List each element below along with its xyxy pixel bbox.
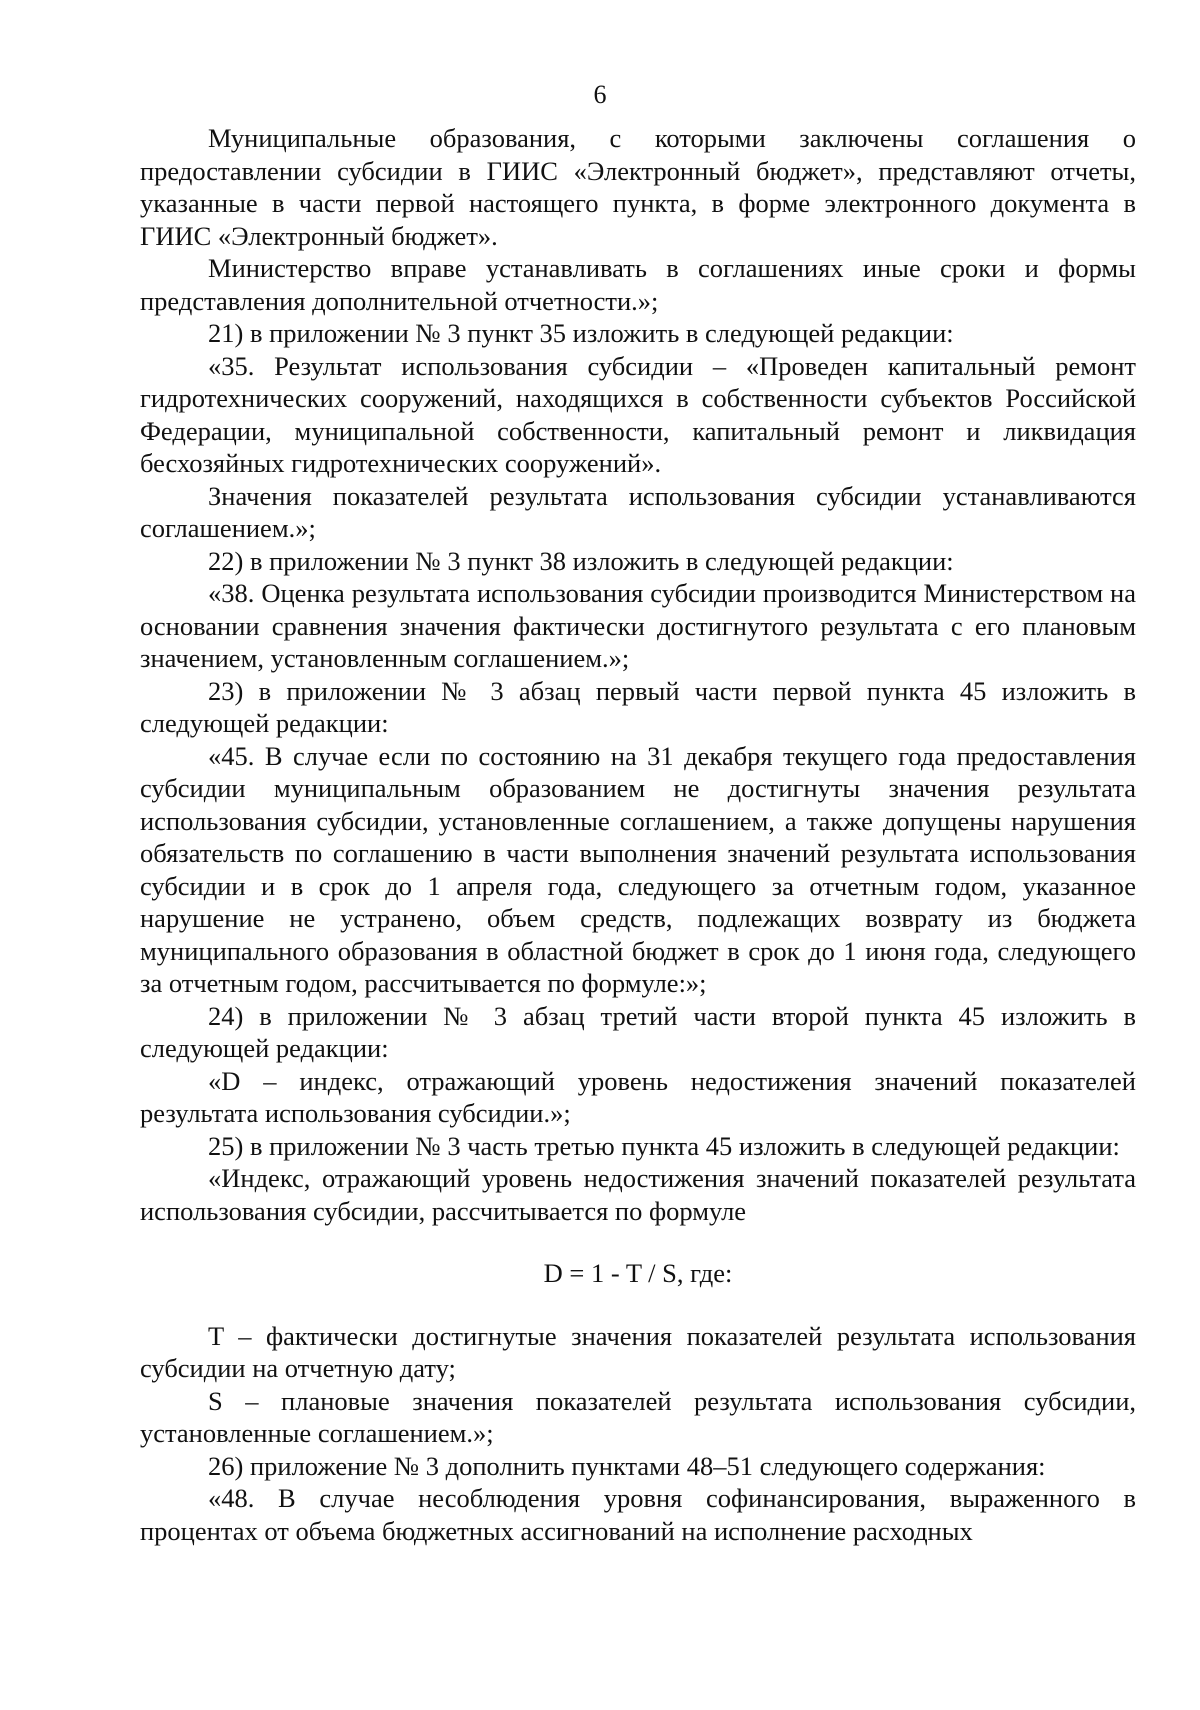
paragraph: «48. В случае несоблюдения уровня софинансирования, выраженного в процентах от объема бюджетных ассигнований на исполнение расходных — [140, 1483, 1136, 1546]
paragraph: «38. Оценка результата использования субсидии производится Министерством на основании сравнения значения фактически достигнутого результата с его плановым значением, установленным соглашением.»; — [140, 578, 1136, 673]
page-number: 6 — [593, 80, 607, 109]
paragraph: Муниципальные образования, с которыми заключены соглашения о предоставлении субсидии в ГИИС «Электронный бюджет», представляют отчеты, указанные в части первой настоящего пункта, в форме электронного документа в ГИИС «Электронный бюджет». — [140, 123, 1136, 251]
paragraph: 24) в приложении № 3 абзац третий части второй пункта 45 изложить в следующей редакции: — [140, 1000, 1136, 1063]
paragraph: «45. В случае если по состоянию на 31 декабря текущего года предоставления субсидии муниципальным образованием не достигнуты значения результата использования субсидии, установленные соглашением, а также допущены нарушения обязательств по соглашению в части выполнения значений результата использования субсидии и в срок до 1 апреля года, следующего за отчетным годом, указанное нарушение не устранено, объем средств, подлежащих возврату из бюджета муниципального образования в областной бюджет в срок до 1 июня года, следующего за отчетным годом, рассчитывается по формуле:»; — [140, 740, 1136, 998]
paragraph: 21) в приложении № 3 пункт 35 изложить в следующей редакции: — [208, 318, 954, 348]
paragraph: Значения показателей результата использования субсидии устанавливаются соглашением.»; — [140, 480, 1136, 543]
paragraph: «D – индекс, отражающий уровень недостижения значений показателей результата использования субсидии.»; — [140, 1065, 1136, 1128]
paragraph: 23) в приложении № 3 абзац первый части первой пункта 45 изложить в следующей редакции: — [140, 675, 1136, 738]
paragraph: T – фактически достигнутые значения показателей результата использования субсидии на отчетную дату; — [140, 1320, 1136, 1383]
paragraph: 26) приложение № 3 дополнить пунктами 48–51 следующего содержания: — [208, 1450, 1046, 1481]
paragraph: 25) в приложении № 3 часть третью пункта 45 изложить в следующей редакции: — [208, 1130, 1120, 1161]
paragraph: «Индекс, отражающий уровень недостижения значений показателей результата использования субсидии, рассчитывается по формуле — [140, 1163, 1136, 1226]
document-body — [140, 122, 1136, 1547]
paragraph: S – плановые значения показателей результата использования субсидии, установленные соглашением.»; — [140, 1385, 1136, 1448]
paragraph: Министерство вправе устанавливать в соглашениях иные сроки и формы представления дополнительной отчетности.»; — [140, 253, 1136, 316]
paragraph: «35. Результат использования субсидии – «Проведен капитальный ремонт гидротехнических сооружений, находящихся в собственности субъектов Российской Федерации, муниципальной собственности, капитальный ремонт и ликвидация бесхозяйных гидротехнических сооружений». — [140, 350, 1136, 478]
formula: D = 1 - T / S, где: — [543, 1258, 733, 1288]
paragraph: 22) в приложении № 3 пункт 38 изложить в следующей редакции: — [208, 545, 954, 576]
